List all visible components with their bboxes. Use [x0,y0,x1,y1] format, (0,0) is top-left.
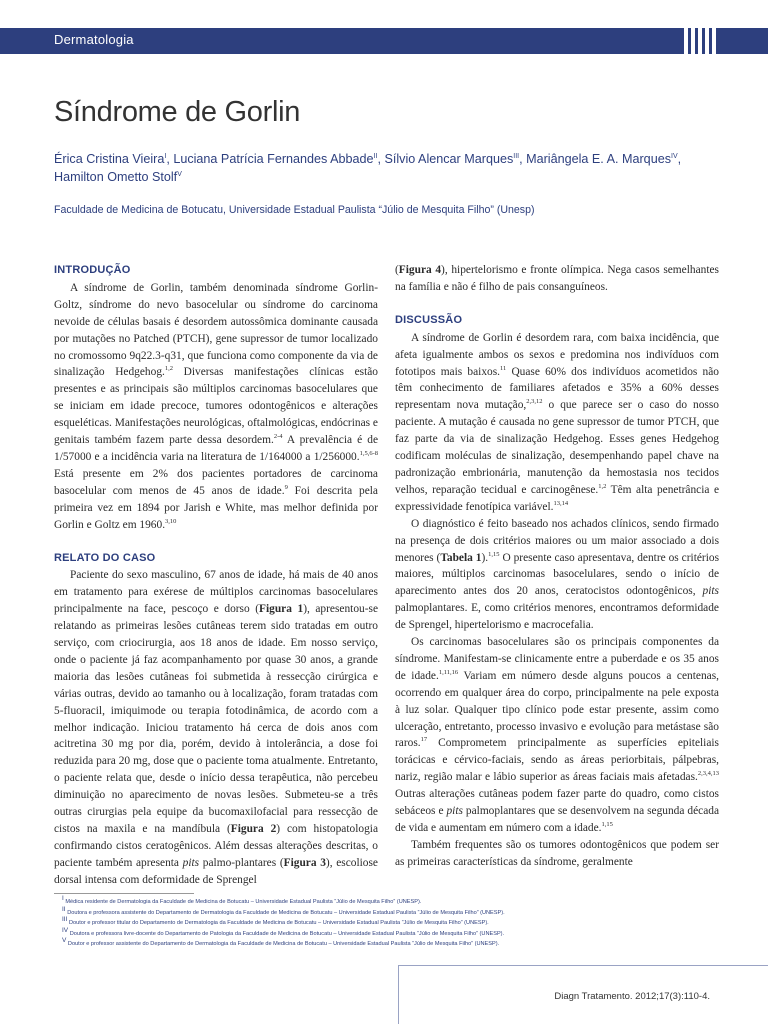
author-name: Sílvio Alencar Marques [384,152,514,166]
author-mark: V [177,170,182,178]
footnote: $^{IV}$ Doutora e professora livre-docente do Departamento de Patologia da Faculdade de Medicina de Botucatu – Universidade Estadual Paulista “Júlio de Mesquita Filho” (UNESP). [62,926,505,937]
heading-relato: RELATO DO CASO [54,551,156,564]
discussion-paragraph: Os carcinomas basocelulares são os principais componentes da síndrome. Manifestam-se clinicamente entre a puberdade e os 35 anos de idade.$^{1,11,16}$ Variam em número desde alguns poucos a centenas, ocorrendo em qualquer área do corpo, principalmente na pele exposta à luz solar. Qualquer tipo clínico pode estar presente, assim como ulceração, entretanto, processo invasivo e evolução para metástase são raros.$^{17}$ Comprometem principalmente as superfícies epiteliais torácicas e cérvico-faciais, sendo as áreas periorbitais, pálpebras, nariz, região malar e lábio superior as áreas faciais mais afetadas.$^{2,3,4,13}$ Outras alterações cutâneas podem fazer parte do quadro, como cistos sebáceos e pits palmoplantares que se desenvolvem na segunda década de vida e aumentam em número com a idade.$^{1,15}$ [395,636,719,834]
left-column [54,262,378,889]
discussion-paragraph: A síndrome de Gorlin é desordem rara, com baixa incidência, que afeta igualmente ambos os sexos e predomina nos indivíduos com fototipos mais baixos.$^{11}$ Quase 60% dos indivíduos acometidos não têm conhecimento de familiares afetados e 35% a 60% desses representam nova mutação,$^{2,3,12}$ o que parece ser o caso do nosso paciente. A mutação é causada no gene supressor de tumor PTCH, que faz parte da via de sinalização Hedgehog. Esses genes Hedgehog codificam moléculas de sinalização, desempenhando papel chave na padronização embrionária, manutenção da hemostasia nos tecidos velhos, reparação tecidual e carcinogênese.$^{1,2}$ Têm alta penetrância e expressividade fenotípica variável.$^{13,14}$ [395,331,719,513]
author-name: Hamilton Ometto Stolf [54,170,178,184]
author-mark: IV [671,152,678,160]
figure-link[interactable]: Figura 2 [230,823,277,835]
intro-paragraph: A síndrome de Gorlin, também denominada síndrome Gorlin-Goltz, síndrome do nevo basocelular ou síndrome do carcinoma nevoide de células basais é desordem autossômica dominante causada por mutações no Patched (PTCH), gene supressor de tumor localizado no cromossomo 9q22.3-q31, que funciona como componente da via de sinalização Hedgehog.$^{1,2}$ Diversas manifestações clínicas estão presentes e as principais são múltiplos carcinomas basocelulares que se iniciam em idade precoce, tumores odontogênicos e alterações esqueléticas. Manifestações neurológicas, oftalmológicas, endócrinas e genitais também fazem parte dessa desordem.$^{2-4}$ A prevalência é de 1/57000 e a incidência varia na literatura de 1/164000 a 1/256000.$^{1,5,6-8}$ Está presente em 2% dos pacientes portadores de carcinoma basocelular com menos de 45 anos de idade.$^9$ Foi descrita pela primeira vez em 1894 por Jarish e White, mas melhor definida por Gorlin e Goltz em 1960.$^{3,10}$ [54,281,379,531]
author-mark: I [164,152,167,160]
footnote: $^V$ Doutor e professor assistente do Departamento de Dermatologia da Faculdade de Medicina de Botucatu – Universidade Estadual Paulista “Júlio de Mesquita Filho” (UNESP). [62,937,500,948]
footnote: $^I$ Médica residente de Dermatologia da Faculdade de Medicina de Botucatu – Universidade Estadual Paulista “Júlio de Mesquita Filho” (UNESP). [62,895,422,905]
section-label: Dermatologia [54,32,134,47]
author-mark: II [373,152,378,160]
figure-link[interactable]: Figura 3 [283,856,326,869]
author-name: Érica Cristina Vieira [54,152,165,166]
discussion-paragraph: Também frequentes são os tumores odontogênicos que podem ser as primeiras características da síndrome, geralmente [395,838,719,868]
footnotes [62,897,702,950]
journal-citation: Diagn Tratamento. 2012;17(3):110-4. [554,991,710,1002]
footnote-divider [54,893,194,894]
figure-link[interactable]: Figura 1 [259,603,304,616]
footnote: $^{II}$ Doutora e professora assistente do Departamento de Dermatologia da Faculdade de Medicina de Botucatu – Universidade Estadual Paulista “Júlio de Mesquita Filho” (UNESP). [62,905,505,916]
footer-rule [398,965,768,966]
footnote: $^{III}$ Doutor e professor titular do Departamento de Dermatologia da Faculdade de Medicina de Botucatu – Universidade Estadual Paulista “Júlio de Mesquita Filho” (UNESP). [62,916,489,927]
author-name: Luciana Patrícia Fernandes Abbade [173,152,374,166]
heading-introducao: INTRODUÇÃO [54,264,131,276]
relato-paragraph: Paciente do sexo masculino, 67 anos de idade, há mais de 40 anos em tratamento para exérese de múltiplos carcinomas basocelulares principalmente na face, pescoço e dorso (Figura 1), apresentou-se relatando as primeiras lesões cutâneas terem sido tratadas em outro serviço, com criocirurgia, aos 18 anos de idade. Em nosso serviço, onde o paciente já faz acompanhamento por quase 30 anos, a grande maioria das lesões cutâneas foi submetida à ressecção cirúrgica e várias outras, devido ao tamanho ou à localização, foram tratadas com 5-fluoracil, imiquimode ou terapia fotodinâmica, de acordo com a melhor indicação. Iniciou tratamento há cerca de dois anos com acitretina 30 mg por dia, porém, devido à intolerância, a dose foi reduzida para 20 mg, dose que o paciente toma atualmente. Entretanto, o paciente relata que, desde o início dessa terapêutica, não percebeu diminuição no aparecimento de novas lesões. Submeteu-se a três outras cirurgias pela equipe da bucomaxilofacial para ressecção de cistos na maxila e na mandíbula (Figura 2) com histopatologia confirmando cistos ceratogênicos. Além dessas alterações descritas, o paciente também apresenta pits palmo-plantares (Figura 3), escoliose dorsal intensa com deformidade de Sprengel [54,569,379,886]
section-header-bar [0,28,768,54]
heading-discussao: DISCUSSÃO [395,313,463,326]
table-link[interactable]: Tabela 1 [440,551,482,564]
author-list: Érica Cristina Vieira$^I$, Luciana Patrícia Fernandes Abbade$^{II}$, Sílvio Alencar Marques$^{III}$, Mariângela E. A. Marques$^{IV}$, Hamilton Ometto Stolf$^V$ [54,152,682,184]
footer-vertical-rule [398,965,399,1024]
author-name: Mariângela E. A. Marques [526,152,671,166]
affiliation: Faculdade de Medicina de Botucatu, Universidade Estadual Paulista “Júlio de Mesquita Filho” (Unesp) [54,204,535,216]
author-mark: III [513,152,520,160]
decorative-stripes [684,28,716,54]
article-title: Síndrome de Gorlin [54,96,301,128]
right-column [395,262,719,871]
relato-continuation: (Figura 4), hipertelorismo e fronte olímpica. Nega casos semelhantes na família e não é filho de pais consanguíneos. [395,264,719,293]
figure-link[interactable]: Figura 4 [398,264,442,276]
discussion-paragraph: O diagnóstico é feito baseado nos achados clínicos, sendo firmado na presença de dois critérios maiores ou um maior associado a dois menores (Tabela 1).$^{1,15}$ O presente caso apresentava, dentre os critérios maiores, múltiplos carcinomas basocelulares, sendo o início de aparecimento antes dos 20 anos, ceratocistos odontogênicos, pits palmoplantares. E, como critérios menores, encontramos deformidade de Sprengel, hipertelorismo e macrocefalia. [395,517,720,632]
